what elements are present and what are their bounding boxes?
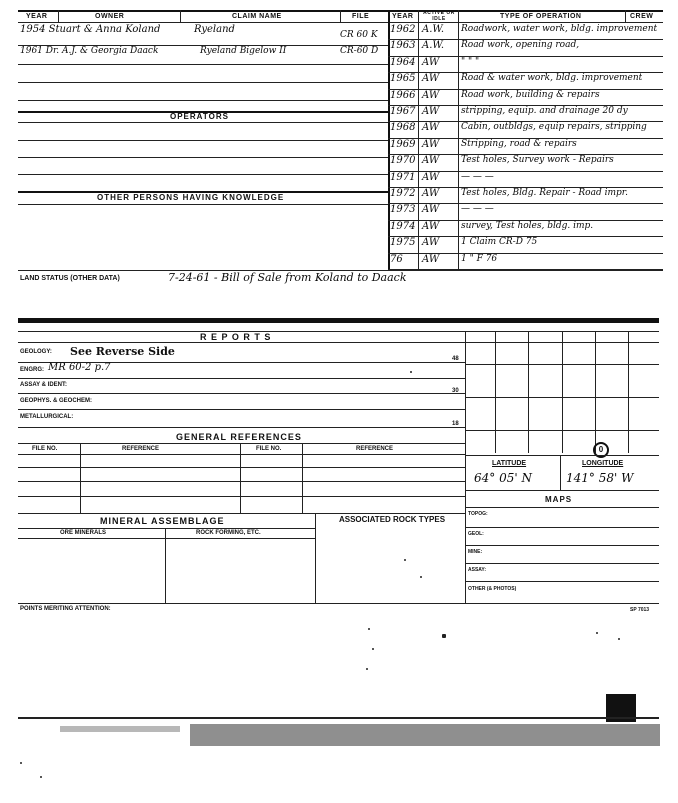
row-line — [18, 122, 388, 123]
ops-status: AW — [422, 172, 440, 183]
row-line — [18, 82, 388, 83]
owner-entry: 1961 Dr. A.J. & Georgia Daack — [20, 46, 159, 56]
header-year-ops: YEAR — [392, 13, 414, 20]
ops-type: Road & water work, bldg. improvement — [461, 73, 643, 83]
mineral-divider — [315, 513, 316, 603]
section-divider-bar — [18, 318, 659, 323]
row-line — [18, 174, 388, 175]
header-type-operation: TYPE OF OPERATION — [500, 13, 582, 20]
ops-type: stripping, equip. and drainage 20 dy — [461, 106, 628, 116]
grid-col — [628, 331, 629, 453]
latitude-label: LATITUDE — [492, 460, 527, 467]
ref-header-file-2: FILE NO. — [256, 446, 282, 452]
row-line — [465, 455, 659, 456]
ops-status: AW — [422, 57, 440, 68]
row-line — [465, 545, 659, 546]
num-30: 30 — [452, 388, 459, 394]
assay-label: ASSAY & IDENT: — [20, 382, 68, 388]
col-divider-crew — [625, 10, 626, 22]
row-line — [18, 538, 315, 539]
num-48: 48 — [452, 356, 459, 362]
geology-value: See Reverse Side — [70, 345, 175, 358]
header-crew: CREW — [630, 13, 654, 20]
land-status-label: LAND STATUS (OTHER DATA) — [20, 275, 120, 282]
row-line — [18, 528, 315, 529]
engrg-label: ENGRG: — [20, 367, 44, 373]
ref-header-file-1: FILE NO. — [32, 446, 58, 452]
ore-minerals-header: ORE MINERALS — [60, 530, 107, 536]
ops-bottom — [388, 270, 663, 271]
col-divider — [180, 10, 181, 22]
ref-col — [240, 443, 241, 513]
col-divider — [58, 10, 59, 22]
latitude-value: 64° 05' N — [474, 471, 532, 485]
row-line — [18, 427, 465, 428]
geology-label: GEOLOGY: — [20, 349, 52, 355]
knowledge-label: OTHER PERSONS HAVING KNOWLEDGE — [97, 193, 285, 202]
owner-entry: 1954 Stuart & Anna Koland — [20, 24, 161, 35]
scan-dot — [618, 638, 620, 640]
row-line — [465, 527, 659, 528]
ops-year: 1971 — [390, 172, 416, 183]
row-line — [18, 496, 465, 497]
row-line — [18, 393, 465, 394]
ops-year: 1969 — [390, 139, 416, 150]
scan-dot — [404, 559, 406, 561]
ops-year: 1964 — [390, 57, 416, 68]
reports-title: R E P O R T S — [200, 332, 272, 342]
row-line — [18, 100, 388, 101]
header-claim-name: CLAIM NAME — [232, 13, 282, 20]
geophys-label: GEOPHYS. & GEOCHEM: — [20, 398, 93, 404]
metallurgical-label: METALLURGICAL: — [20, 414, 74, 420]
row-line — [18, 378, 465, 379]
ref-header-ref-1: REFERENCE — [122, 446, 160, 452]
latlon-divider — [560, 455, 561, 490]
header-active-idle: ACTIVE OR IDLE — [423, 10, 455, 22]
ops-row-line — [388, 269, 663, 270]
ops-year: 1966 — [390, 90, 416, 101]
ops-year: 1975 — [390, 237, 416, 248]
ops-status: AW — [422, 139, 440, 150]
ops-status: AW — [422, 188, 440, 199]
engrg-value: MR 60-2 p.7 — [48, 362, 111, 373]
grid-col — [495, 331, 496, 453]
ops-type: — — — — [461, 204, 494, 214]
ops-type: Road work, opening road, — [461, 40, 580, 50]
ops-type: Stripping, road & repairs — [461, 139, 577, 149]
ref-col — [302, 443, 303, 513]
row-line — [465, 507, 659, 508]
ops-status: AW — [422, 221, 440, 232]
scan-dot — [20, 762, 22, 764]
row-line — [18, 140, 388, 141]
mineral-col — [165, 528, 166, 603]
scan-line — [18, 717, 659, 719]
ops-type: 1 Claim CR-D 75 — [461, 237, 538, 247]
ops-type: Test holes, Bldg. Repair - Road impr. — [461, 188, 628, 198]
header-year: YEAR — [26, 13, 48, 20]
operators-label: OPERATORS — [170, 112, 229, 121]
grid-marker: 0 — [593, 442, 609, 458]
ops-type: Road work, building & repairs — [461, 90, 600, 100]
ops-type: — — — — [461, 172, 494, 182]
grid-col — [528, 331, 529, 453]
rock-forming-header: ROCK FORMING, ETC. — [196, 530, 261, 536]
grid-col — [595, 331, 596, 453]
ops-status: AW — [422, 155, 440, 166]
form-number: SP 7013 — [630, 607, 650, 613]
assoc-rock-types: ASSOCIATED ROCK TYPES — [338, 515, 446, 524]
row-line — [465, 581, 659, 582]
scan-dot — [368, 628, 370, 630]
grid-row — [465, 397, 659, 398]
map-mine: MINE: — [468, 549, 483, 555]
ops-type: Cabin, outbldgs, equip repairs, stripping — [461, 122, 647, 132]
ops-type: 1 " F 76 — [461, 254, 498, 264]
map-geol: GEOL: — [468, 531, 484, 537]
scan-dot — [372, 648, 374, 650]
ops-year: 1970 — [390, 155, 416, 166]
map-topog: TOPOG: — [468, 511, 488, 517]
grid-col — [562, 331, 563, 453]
scan-dot — [420, 576, 422, 578]
row-line — [18, 204, 388, 205]
ops-status: AW — [422, 106, 440, 117]
ops-year: 1973 — [390, 204, 416, 215]
header-rule — [18, 22, 663, 23]
row-line — [18, 603, 659, 604]
row-line — [18, 467, 465, 468]
ops-type: " " " — [461, 57, 480, 67]
row-line — [18, 454, 465, 455]
points-label: POINTS MERITING ATTENTION: — [20, 606, 111, 612]
ops-status: A.W. — [422, 24, 445, 35]
row-line — [465, 563, 659, 564]
ops-year: 1974 — [390, 221, 416, 232]
ops-status: AW — [422, 204, 440, 215]
ops-year: 1963 — [390, 40, 416, 51]
ops-year: 1967 — [390, 106, 416, 117]
map-other: OTHER (& PHOTOS) — [468, 586, 517, 592]
scan-dot — [596, 632, 598, 634]
map-assay: ASSAY: — [468, 567, 487, 573]
ops-year: 76 — [390, 254, 403, 265]
scan-dot — [366, 668, 368, 670]
num-18: 18 — [452, 421, 459, 427]
row-line — [18, 443, 465, 444]
scan-smudge — [60, 726, 180, 732]
col-divider-status — [418, 10, 419, 270]
scan-dot — [40, 776, 42, 778]
ops-year: 1968 — [390, 122, 416, 133]
grid-row — [465, 430, 659, 431]
row-line — [18, 481, 465, 482]
ops-status: AW — [422, 254, 440, 265]
ops-status: AW — [422, 237, 440, 248]
file-entry: CR-60 D — [340, 46, 379, 56]
row-line — [18, 157, 388, 158]
claim-entry: Ryeland — [194, 24, 235, 35]
row-line — [465, 490, 659, 491]
maps-label: MAPS — [545, 495, 573, 504]
ops-status: AW — [422, 73, 440, 84]
col-divider-type — [458, 10, 459, 270]
ops-year: 1962 — [390, 24, 416, 35]
ref-header-ref-2: REFERENCE — [356, 446, 394, 452]
row-line — [18, 409, 465, 410]
row-line — [18, 513, 465, 514]
scan-smudge — [190, 724, 660, 746]
col-divider — [340, 10, 341, 22]
general-refs-title: GENERAL REFERENCES — [176, 432, 302, 442]
ops-type: Roadwork, water work, bldg. improvement — [461, 24, 658, 34]
file-entry: CR 60 K — [340, 30, 378, 40]
longitude-label: LONGITUDE — [582, 460, 624, 467]
longitude-value: 141° 58' W — [566, 471, 634, 485]
ops-type: survey, Test holes, bldg. imp. — [461, 221, 594, 231]
ops-status: AW — [422, 122, 440, 133]
ops-status: A.W. — [422, 40, 445, 51]
ops-year: 1972 — [390, 188, 416, 199]
ops-year: 1965 — [390, 73, 416, 84]
ops-type: Test holes, Survey work - Repairs — [461, 155, 614, 165]
row-line — [18, 64, 388, 65]
ops-status: AW — [422, 90, 440, 101]
header-file: FILE — [352, 13, 370, 20]
claim-entry: Ryeland Bigelow II — [200, 46, 287, 56]
scan-dot — [442, 634, 446, 638]
mineral-title: MINERAL ASSEMBLAGE — [100, 516, 225, 526]
grid-row — [465, 364, 659, 365]
header-owner: OWNER — [95, 13, 125, 20]
scan-dot — [410, 371, 412, 373]
land-status-value: 7-24-61 - Bill of Sale from Koland to Daack — [168, 271, 407, 284]
ref-col — [80, 443, 81, 513]
